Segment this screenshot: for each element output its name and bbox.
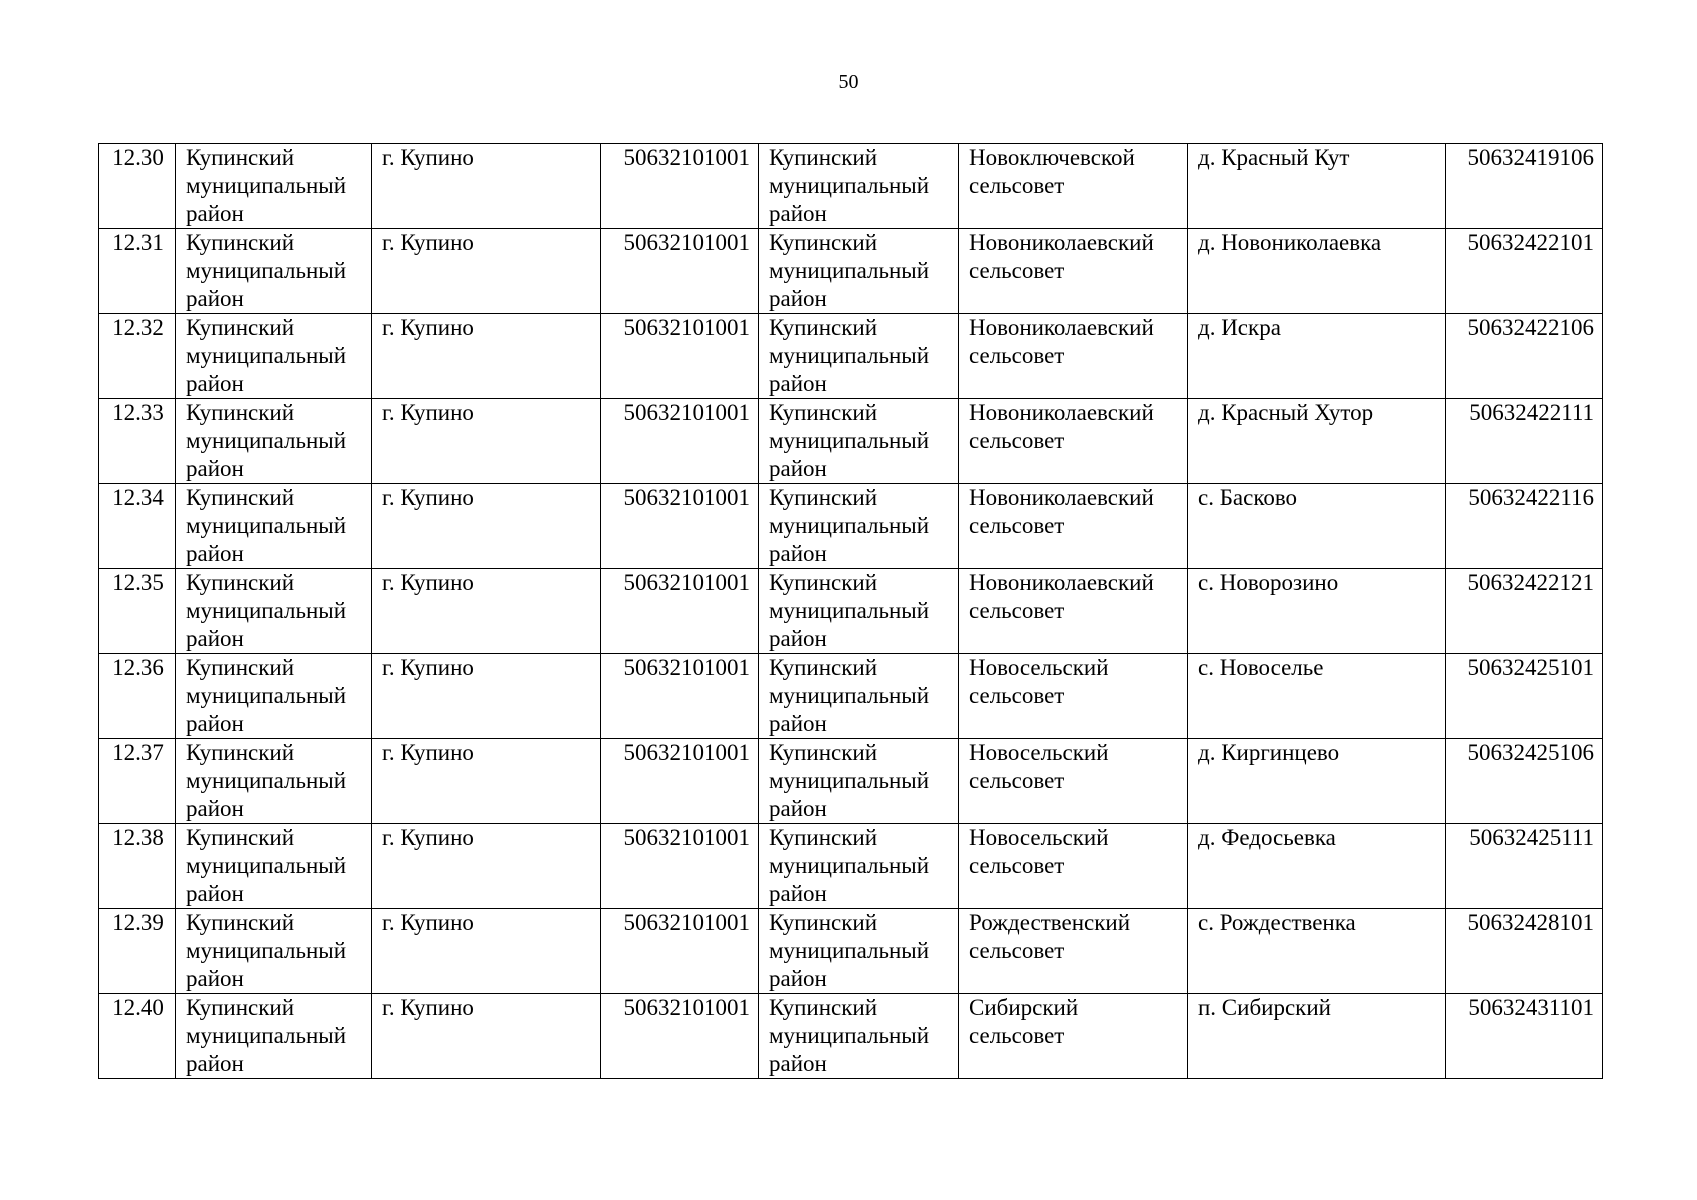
table-body [99,144,1603,1079]
district-secondary-cell: Купинский муниципальный район [759,739,959,824]
city-code-cell: 50632101001 [601,144,759,229]
council-cell: Новониколаевский сельсовет [959,314,1188,399]
council-cell: Новониколаевский сельсовет [959,229,1188,314]
row-number-cell: 12.33 [99,399,176,484]
city-code-cell: 50632101001 [601,824,759,909]
city-cell: г. Купино [372,229,601,314]
district-cell: Купинский муниципальный район [176,909,372,994]
table-row [99,144,1603,229]
row-number-cell: 12.39 [99,909,176,994]
settlement-code-cell: 50632422111 [1446,399,1603,484]
district-secondary-cell: Купинский муниципальный район [759,144,959,229]
settlement-code-cell: 50632425101 [1446,654,1603,739]
settlement-code-cell: 50632419106 [1446,144,1603,229]
city-cell: г. Купино [372,654,601,739]
row-number-cell: 12.32 [99,314,176,399]
row-number-cell: 12.40 [99,994,176,1079]
row-number-cell: 12.34 [99,484,176,569]
table-row [99,484,1603,569]
page-number: 50 [838,71,859,93]
district-cell: Купинский муниципальный район [176,314,372,399]
settlement-code-cell: 50632428101 [1446,909,1603,994]
table-row [99,654,1603,739]
district-secondary-cell: Купинский муниципальный район [759,399,959,484]
city-code-cell: 50632101001 [601,314,759,399]
district-cell: Купинский муниципальный район [176,229,372,314]
settlement-cell: с. Басково [1188,484,1446,569]
city-code-cell: 50632101001 [601,229,759,314]
settlement-code-cell: 50632425111 [1446,824,1603,909]
council-cell: Новосельский сельсовет [959,654,1188,739]
city-cell: г. Купино [372,739,601,824]
city-code-cell: 50632101001 [601,654,759,739]
council-cell: Рождественский сельсовет [959,909,1188,994]
council-cell: Новониколаевский сельсовет [959,569,1188,654]
city-cell: г. Купино [372,314,601,399]
council-cell: Сибирский сельсовет [959,994,1188,1079]
settlement-cell: д. Киргинцево [1188,739,1446,824]
district-cell: Купинский муниципальный район [176,569,372,654]
city-cell: г. Купино [372,484,601,569]
city-cell: г. Купино [372,994,601,1079]
settlement-cell: п. Сибирский [1188,994,1446,1079]
row-number-cell: 12.36 [99,654,176,739]
row-number-cell: 12.30 [99,144,176,229]
table-row [99,824,1603,909]
district-cell: Купинский муниципальный район [176,994,372,1079]
table-row [99,909,1603,994]
settlements-table [98,143,1603,1079]
settlement-code-cell: 50632422106 [1446,314,1603,399]
table-row [99,314,1603,399]
table-row [99,229,1603,314]
council-cell: Новосельский сельсовет [959,739,1188,824]
district-secondary-cell: Купинский муниципальный район [759,909,959,994]
district-cell: Купинский муниципальный район [176,144,372,229]
row-number-cell: 12.37 [99,739,176,824]
city-code-cell: 50632101001 [601,569,759,654]
settlement-code-cell: 50632431101 [1446,994,1603,1079]
district-secondary-cell: Купинский муниципальный район [759,654,959,739]
council-cell: Новониколаевский сельсовет [959,484,1188,569]
city-cell: г. Купино [372,399,601,484]
district-secondary-cell: Купинский муниципальный район [759,484,959,569]
city-code-cell: 50632101001 [601,399,759,484]
settlement-cell: д. Искра [1188,314,1446,399]
settlement-cell: д. Новониколаевка [1188,229,1446,314]
city-code-cell: 50632101001 [601,739,759,824]
settlement-code-cell: 50632422121 [1446,569,1603,654]
district-cell: Купинский муниципальный район [176,739,372,824]
table-row [99,994,1603,1079]
city-code-cell: 50632101001 [601,909,759,994]
settlement-code-cell: 50632425106 [1446,739,1603,824]
city-cell: г. Купино [372,909,601,994]
table-row [99,569,1603,654]
row-number-cell: 12.31 [99,229,176,314]
district-cell: Купинский муниципальный район [176,399,372,484]
city-code-cell: 50632101001 [601,994,759,1079]
settlement-cell: с. Рождественка [1188,909,1446,994]
settlement-cell: д. Красный Хутор [1188,399,1446,484]
table-row [99,739,1603,824]
settlement-code-cell: 50632422101 [1446,229,1603,314]
city-cell: г. Купино [372,824,601,909]
district-cell: Купинский муниципальный район [176,824,372,909]
city-code-cell: 50632101001 [601,484,759,569]
row-number-cell: 12.35 [99,569,176,654]
district-cell: Купинский муниципальный район [176,484,372,569]
settlement-cell: д. Федосьевка [1188,824,1446,909]
settlement-code-cell: 50632422116 [1446,484,1603,569]
district-secondary-cell: Купинский муниципальный район [759,569,959,654]
council-cell: Новоключевской сельсовет [959,144,1188,229]
settlement-cell: д. Красный Кут [1188,144,1446,229]
table-row [99,399,1603,484]
district-secondary-cell: Купинский муниципальный район [759,229,959,314]
council-cell: Новосельский сельсовет [959,824,1188,909]
city-cell: г. Купино [372,569,601,654]
council-cell: Новониколаевский сельсовет [959,399,1188,484]
district-secondary-cell: Купинский муниципальный район [759,994,959,1079]
settlement-cell: с. Новорозино [1188,569,1446,654]
district-secondary-cell: Купинский муниципальный район [759,314,959,399]
district-cell: Купинский муниципальный район [176,654,372,739]
settlement-cell: с. Новоселье [1188,654,1446,739]
row-number-cell: 12.38 [99,824,176,909]
district-secondary-cell: Купинский муниципальный район [759,824,959,909]
city-cell: г. Купино [372,144,601,229]
